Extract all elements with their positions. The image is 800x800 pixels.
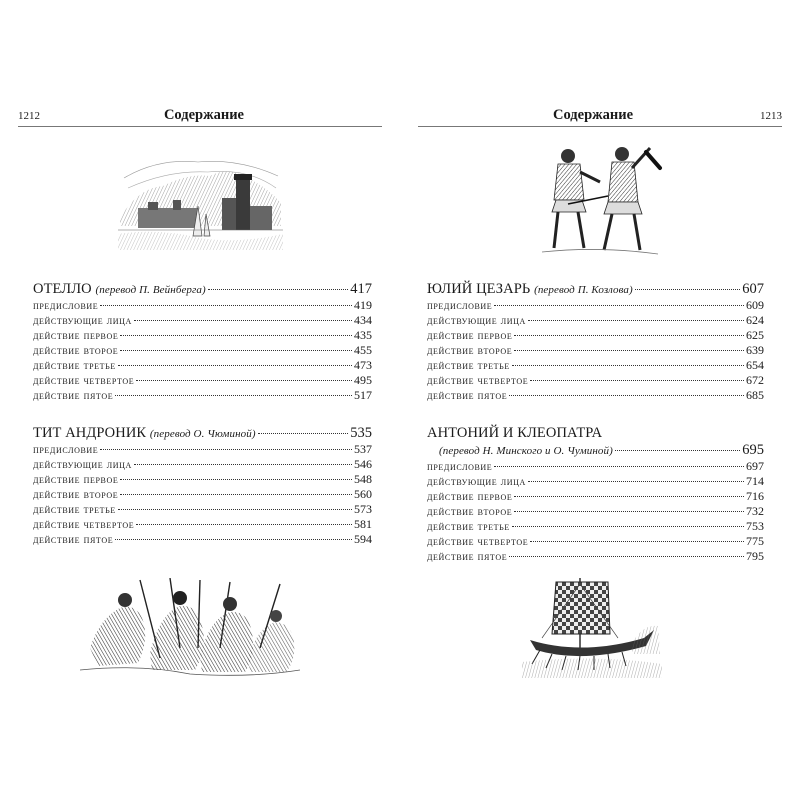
toc-item-label: действующие лица bbox=[33, 315, 132, 327]
dot-leader bbox=[120, 494, 352, 495]
page-ref: 417 bbox=[350, 281, 372, 297]
toc-item[interactable] bbox=[33, 442, 372, 457]
toc-item-label: действие четвертое bbox=[427, 375, 529, 387]
left-running-header bbox=[18, 107, 382, 127]
toc-item[interactable] bbox=[33, 388, 372, 403]
toc-item[interactable] bbox=[33, 517, 372, 532]
toc-item-label: предисловие bbox=[427, 461, 493, 473]
toc-item-label: действие пятое bbox=[33, 390, 114, 402]
toc-item-label: действие второе bbox=[33, 345, 119, 357]
toc-item[interactable] bbox=[427, 358, 764, 373]
right-running-header bbox=[418, 107, 782, 127]
dot-leader bbox=[530, 380, 744, 381]
toc-item[interactable] bbox=[427, 328, 764, 343]
toc-item-label: действие третье bbox=[33, 360, 116, 372]
header-rule bbox=[18, 126, 382, 127]
dot-leader bbox=[100, 449, 352, 450]
dot-leader bbox=[494, 305, 744, 306]
page-ref: 639 bbox=[746, 343, 764, 357]
toc-item[interactable] bbox=[33, 328, 372, 343]
toc-play-entry[interactable] bbox=[427, 281, 764, 298]
page-ref: 609 bbox=[746, 298, 764, 312]
dot-leader bbox=[118, 365, 352, 366]
dot-leader bbox=[528, 481, 744, 482]
dot-leader bbox=[512, 526, 744, 527]
toc-item-label: действие первое bbox=[33, 474, 119, 486]
toc-item[interactable] bbox=[427, 489, 764, 504]
toc-play-entry[interactable] bbox=[33, 281, 372, 298]
toc-item-label: действующие лица bbox=[33, 459, 132, 471]
toc-titus-andronicus bbox=[33, 425, 372, 547]
page-ref: 753 bbox=[746, 519, 764, 533]
page-ref: 732 bbox=[746, 504, 764, 518]
dot-leader bbox=[494, 466, 744, 467]
toc-item-label: действие третье bbox=[427, 360, 510, 372]
toc-item[interactable] bbox=[427, 313, 764, 328]
page-ref: 495 bbox=[354, 373, 372, 387]
dot-leader bbox=[115, 539, 352, 540]
toc-item[interactable] bbox=[33, 298, 372, 313]
toc-item[interactable] bbox=[33, 358, 372, 373]
dot-leader bbox=[120, 335, 352, 336]
page-ref: 654 bbox=[746, 358, 764, 372]
toc-item-label: действующие лица bbox=[427, 476, 526, 488]
page-ref: 537 bbox=[354, 442, 372, 456]
toc-item[interactable] bbox=[427, 459, 764, 474]
toc-item[interactable] bbox=[33, 532, 372, 547]
page-ref: 714 bbox=[746, 474, 764, 488]
toc-item-label: действие второе bbox=[427, 506, 513, 518]
running-title: Содержание bbox=[553, 107, 634, 123]
toc-item-label: действие четвертое bbox=[427, 536, 529, 548]
toc-item-label: действие пятое bbox=[427, 551, 508, 563]
play-title: ЮЛИЙ ЦЕЗАРЬ bbox=[427, 281, 531, 297]
page-ref: 435 bbox=[354, 328, 372, 342]
toc-item[interactable] bbox=[427, 373, 764, 388]
dot-leader bbox=[136, 524, 352, 525]
page-ref: 419 bbox=[354, 298, 372, 312]
dot-leader bbox=[528, 320, 744, 321]
toc-item-label: действующие лица bbox=[427, 315, 526, 327]
translator-note: (перевод Н. Минского и О. Чуминой) bbox=[439, 445, 613, 457]
dot-leader bbox=[514, 496, 744, 497]
dot-leader bbox=[615, 450, 740, 451]
running-title: Содержание bbox=[163, 107, 244, 123]
toc-play-entry[interactable] bbox=[427, 425, 764, 442]
toc-item[interactable] bbox=[427, 388, 764, 403]
toc-julius-caesar bbox=[427, 281, 764, 403]
page-ref: 624 bbox=[746, 313, 764, 327]
toc-item-label: предисловие bbox=[33, 300, 99, 312]
toc-item-label: действие второе bbox=[427, 345, 513, 357]
toc-item[interactable] bbox=[33, 472, 372, 487]
play-title: ОТЕЛЛО bbox=[33, 281, 92, 297]
dot-leader bbox=[635, 289, 740, 290]
toc-item-label: предисловие bbox=[33, 444, 99, 456]
page-ref: 434 bbox=[354, 313, 372, 327]
toc-item-label: действие первое bbox=[33, 330, 119, 342]
page-ref: 795 bbox=[746, 549, 764, 563]
page-ref: 685 bbox=[746, 388, 764, 402]
toc-item-label: действие третье bbox=[427, 521, 510, 533]
dot-leader bbox=[512, 365, 744, 366]
dot-leader bbox=[120, 479, 352, 480]
page-ref: 625 bbox=[746, 328, 764, 342]
page-number: 1212 bbox=[18, 110, 40, 122]
dot-leader bbox=[115, 395, 352, 396]
toc-item[interactable] bbox=[33, 343, 372, 358]
translator-note: (перевод П. Вейнберга) bbox=[95, 284, 206, 296]
dot-leader bbox=[208, 289, 348, 290]
dot-leader bbox=[136, 380, 352, 381]
header-rule bbox=[418, 126, 782, 127]
dot-leader bbox=[120, 350, 352, 351]
toc-item[interactable] bbox=[33, 502, 372, 517]
toc-item[interactable] bbox=[33, 487, 372, 502]
toc-item-label: действие четвертое bbox=[33, 375, 135, 387]
dot-leader bbox=[514, 335, 744, 336]
toc-play-entry[interactable] bbox=[33, 425, 372, 442]
play-title: ТИТ АНДРОНИК bbox=[33, 425, 147, 441]
toc-item[interactable] bbox=[427, 519, 764, 534]
dot-leader bbox=[134, 464, 352, 465]
dot-leader bbox=[258, 433, 349, 434]
coastal-castle-engraving bbox=[118, 148, 283, 250]
toc-othello bbox=[33, 281, 372, 403]
toc-item-label: действие первое bbox=[427, 491, 513, 503]
dot-leader bbox=[530, 541, 744, 542]
toc-item[interactable] bbox=[33, 313, 372, 328]
dot-leader bbox=[514, 511, 744, 512]
translator-note: (перевод П. Козлова) bbox=[534, 284, 633, 296]
toc-item-label: действие третье bbox=[33, 504, 116, 516]
dot-leader bbox=[118, 509, 352, 510]
toc-item-label: действие четвертое bbox=[33, 519, 135, 531]
play-title: АНТОНИЙ И КЛЕОПАТРА bbox=[427, 425, 603, 441]
toc-translator-line[interactable] bbox=[427, 442, 764, 459]
page-ref: 560 bbox=[354, 487, 372, 501]
toc-item-label: действие пятое bbox=[33, 534, 114, 546]
sailing-ship-engraving bbox=[522, 574, 662, 678]
toc-item-label: действие пятое bbox=[427, 390, 508, 402]
toc-item[interactable] bbox=[33, 373, 372, 388]
toc-item[interactable] bbox=[427, 298, 764, 313]
toc-item[interactable] bbox=[33, 457, 372, 472]
page-number: 1213 bbox=[760, 110, 782, 122]
toc-item-label: действие первое bbox=[427, 330, 513, 342]
page-ref: 594 bbox=[354, 532, 372, 546]
page-ref: 697 bbox=[746, 459, 764, 473]
page-ref: 775 bbox=[746, 534, 764, 548]
page-ref: 473 bbox=[354, 358, 372, 372]
page-ref: 581 bbox=[354, 517, 372, 531]
page-ref: 716 bbox=[746, 489, 764, 503]
page-ref: 573 bbox=[354, 502, 372, 516]
page-ref: 546 bbox=[354, 457, 372, 471]
toc-item-label: предисловие bbox=[427, 300, 493, 312]
page-ref: 548 bbox=[354, 472, 372, 486]
cavalry-procession-engraving bbox=[80, 578, 300, 678]
dot-leader bbox=[509, 395, 744, 396]
dot-leader bbox=[100, 305, 352, 306]
page-ref: 517 bbox=[354, 388, 372, 402]
toc-item[interactable] bbox=[427, 343, 764, 358]
dot-leader bbox=[134, 320, 352, 321]
toc-item[interactable] bbox=[427, 474, 764, 489]
page-ref: 695 bbox=[742, 442, 764, 458]
page-ref: 535 bbox=[350, 425, 372, 441]
toc-item[interactable] bbox=[427, 504, 764, 519]
page-ref: 607 bbox=[742, 281, 764, 297]
page-ref: 672 bbox=[746, 373, 764, 387]
toc-item-label: действие второе bbox=[33, 489, 119, 501]
dot-leader bbox=[509, 556, 744, 557]
toc-item[interactable] bbox=[427, 534, 764, 549]
translator-note: (перевод О. Чюминой) bbox=[149, 428, 256, 440]
two-warriors-engraving bbox=[538, 140, 663, 258]
page-ref: 455 bbox=[354, 343, 372, 357]
toc-antony-and-cleopatra bbox=[427, 425, 764, 564]
dot-leader bbox=[514, 350, 744, 351]
toc-item[interactable] bbox=[427, 549, 764, 564]
right-page bbox=[400, 0, 800, 800]
